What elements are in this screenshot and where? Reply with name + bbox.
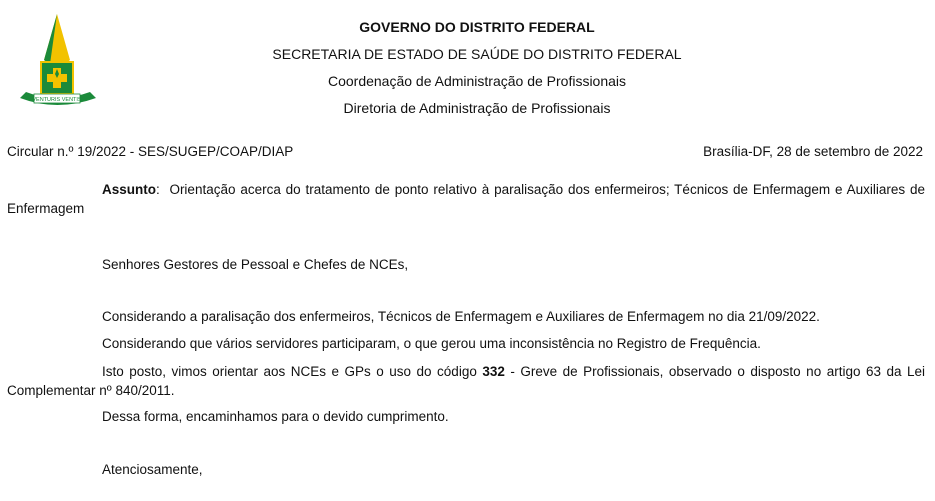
subject-label: Assunto <box>102 182 156 197</box>
orientation-text-start: Isto posto, vimos orientar aos NCEs e GPs o uso do código <box>102 364 483 379</box>
subject-paragraph: Assunto: Orientação acerca do tratamento de ponto relativo à paralisação dos enfermeiros; Técnicos de Enfermagem e Auxiliares de Enfermagem <box>7 182 925 216</box>
header-directorate: Diretoria de Administração de Profissionais <box>343 100 611 116</box>
gdf-coat-of-arms-logo <box>14 12 102 110</box>
document-date: Brasília-DF, 28 de setembro de 2022 <box>703 144 923 159</box>
paragraph-orientation <box>7 362 925 400</box>
header-secretariat: SECRETARIA DE ESTADO DE SAÚDE DO DISTRITO FEDERAL <box>272 46 682 62</box>
logo-motto: VENTURIS VENTIS <box>32 97 82 103</box>
orientation-text-end: - Greve de Profissionais, observado o disposto no artigo 63 da Lei Complementar nº 840/2011. <box>7 364 925 398</box>
header-government-title: GOVERNO DO DISTRITO FEDERAL <box>359 19 595 35</box>
paragraph-considering-participants: Considerando que vários servidores participaram, o que gerou uma inconsistência no Registro de Frequência. <box>102 336 761 351</box>
circular-reference: Circular n.º 19/2022 - SES/SUGEP/COAP/DIAP <box>7 144 294 159</box>
paragraph-compliance: Dessa forma, encaminhamos para o devido cumprimento. <box>102 409 449 424</box>
absence-code: 332 <box>482 364 505 379</box>
closing: Atenciosamente, <box>102 462 203 477</box>
header-coordination: Coordenação de Administração de Profissionais <box>327 73 627 89</box>
salutation: Senhores Gestores de Pessoal e Chefes de NCEs, <box>102 257 409 272</box>
subject-text: Orientação acerca do tratamento de ponto relativo à paralisação dos enfermeiros; Técnicos de Enfermagem e Auxiliares de Enfermagem <box>7 182 925 216</box>
paragraph-considering-strike: Considerando a paralisação dos enfermeiros, Técnicos de Enfermagem e Auxiliares de Enfermagem no dia 21/09/2022. <box>102 309 820 324</box>
